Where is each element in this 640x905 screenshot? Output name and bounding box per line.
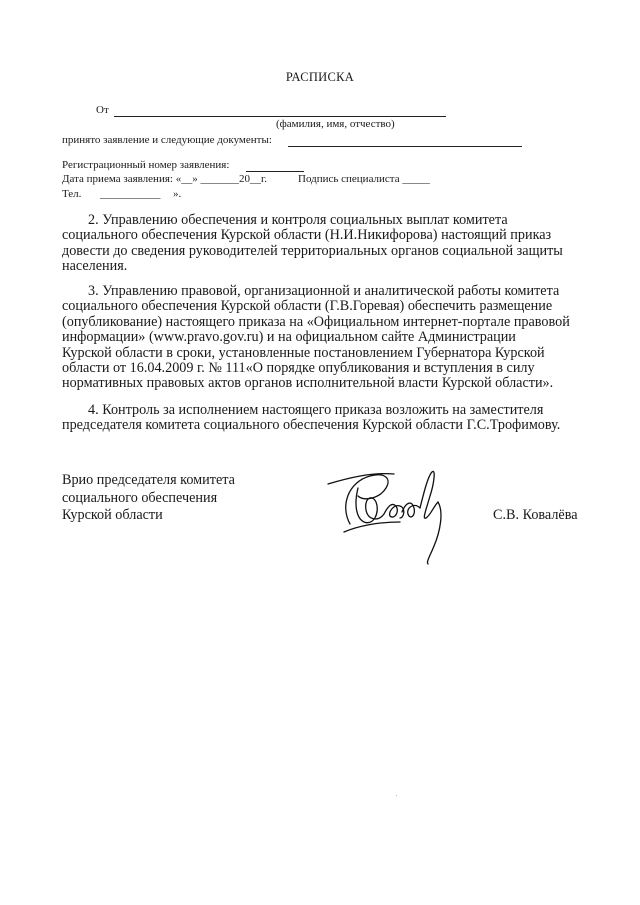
paragraph-line: информации» (www.pravo.gov.ru) и на официальном сайте Администрации [62, 329, 516, 346]
paragraph-line: нормативных правовых актов органов исполнительной власти Курской области». [62, 375, 554, 392]
scan-speck [396, 795, 397, 796]
date-label: Дата приема заявления: «__» _______20__г. [62, 173, 267, 185]
paragraph-line: (опубликование) настоящего приказа на «Официальном интернет-портале правовой [62, 313, 570, 330]
paragraph-line: 3. Управлению правовой, организационной и аналитической работы комитета [88, 283, 560, 299]
signatory-position-line: Курской области [62, 507, 163, 523]
phone-label: Тел. [62, 188, 82, 200]
paragraph-line: 4. Контроль за исполнением настоящего приказа возложить на заместителя [88, 402, 544, 418]
paragraph-2 [62, 213, 579, 275]
receipt-title: РАСПИСКА [285, 70, 355, 84]
fio-hint: (фамилия, имя, отчество) [276, 118, 395, 130]
signatory-position [62, 472, 235, 525]
fio-line [114, 116, 446, 117]
signatory-position-line: социального обеспечения [62, 489, 218, 506]
specialist-signature-label: Подпись специалиста _____ [298, 173, 430, 185]
paragraph-line: социального обеспечения Курской области (Г.В.Горевая) обеспечить размещение [62, 298, 553, 315]
paragraph-3 [62, 284, 579, 392]
signatory-position-line: Врио председателя комитета [62, 472, 235, 488]
paragraph-line: Курской области в сроки, установленные постановлением Губернатора Курской [62, 344, 545, 361]
phone-tail: ». [173, 188, 182, 200]
from-label: От [96, 104, 109, 116]
paragraph-line: довести до сведения руководителей территориальных органов социальной защиты [62, 242, 563, 259]
reg-number-line [246, 171, 304, 172]
paragraph-line: населения. [62, 258, 128, 275]
phone-blank: ___________ [100, 188, 161, 200]
paragraph-line: социального обеспечения Курской области (Н.И.Никифорова) настоящий приказ [62, 227, 552, 244]
paragraph-4 [62, 403, 579, 434]
accepted-docs-label: принято заявление и следующие документы: [62, 134, 272, 146]
paragraph-line: области от 16.04.2009 г. № 111«О порядке опубликования и вступления в силу [62, 360, 535, 377]
paragraph-line: председателя комитета социального обеспечения Курской области Г.С.Трофимову. [62, 417, 561, 434]
reg-number-label: Регистрационный номер заявления: [62, 159, 230, 171]
handwritten-signature [318, 462, 468, 572]
paragraph-line: 2. Управлению обеспечения и контроля социальных выплат комитета [88, 212, 508, 228]
signatory-name: С.В. Ковалёва [493, 507, 578, 523]
accepted-docs-line [288, 146, 522, 147]
